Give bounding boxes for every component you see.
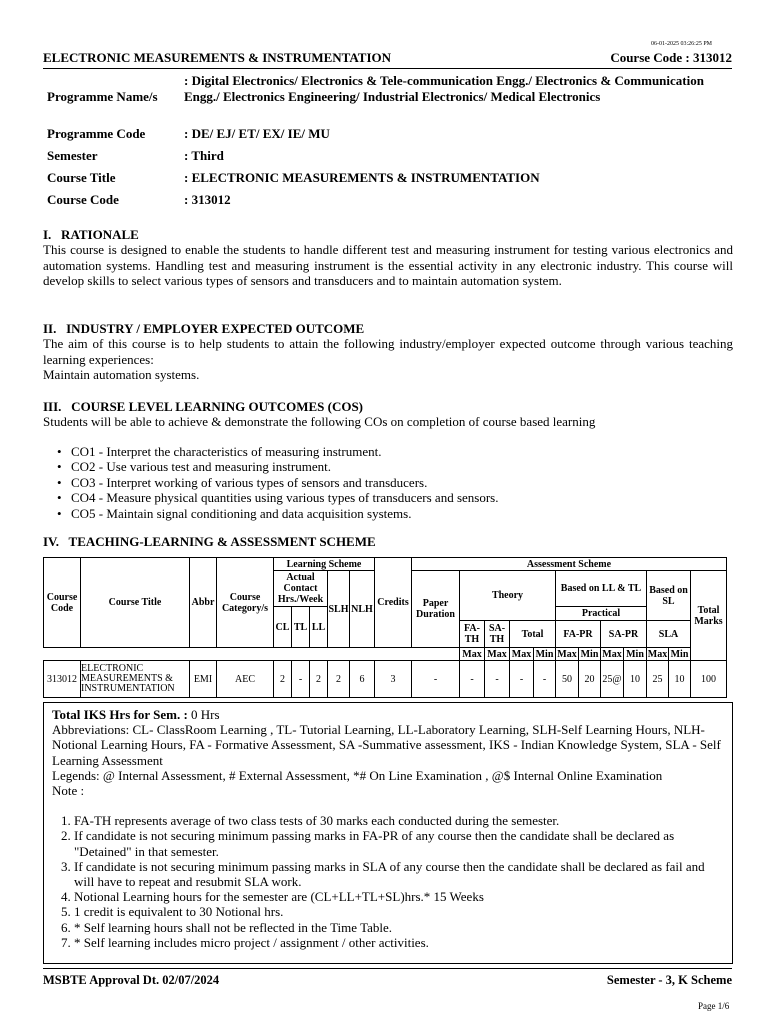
co-item: • CO4 - Measure physical quantities using various types of transducers and sensors. — [55, 490, 498, 505]
cell-credits: 3 — [375, 661, 412, 698]
cell-ll: 2 — [310, 661, 328, 698]
notes-list — [52, 813, 724, 950]
header-course-code: Course Code : 313012 — [610, 50, 732, 65]
spacer-cell — [44, 648, 460, 661]
th-slh: SLH — [328, 571, 350, 648]
cell-slh: 2 — [328, 661, 350, 698]
th-min: Min — [534, 648, 556, 661]
print-timestamp: 06-01-2025 03:26:25 PM — [651, 41, 713, 47]
rationale-heading: I. RATIONALE — [43, 227, 139, 242]
th-fa-pr: FA-PR — [556, 621, 601, 648]
co-item: • CO1 - Interpret the characteristics of measuring instrument. — [55, 444, 498, 459]
cell-total-marks: 100 — [691, 661, 727, 698]
page-header — [43, 50, 732, 69]
cell-paper: - — [412, 661, 460, 698]
cell-total-min: - — [534, 661, 556, 698]
th-max: Max — [647, 648, 668, 660]
note-item: 7. * Self learning includes micro project / assignment / other activities. — [74, 935, 724, 950]
th-min: Min — [669, 648, 691, 661]
cell-sla-min: 10 — [669, 661, 691, 698]
industry-text: The aim of this course is to help students to attain the following industry/employer expected outcome through various teaching learning experiences: — [43, 336, 733, 367]
note-item: 6. * Self learning hours shall not be reflected in the Time Table. — [74, 920, 724, 935]
th-abbr: Abbr — [190, 558, 217, 648]
th-theory: Theory — [460, 571, 556, 621]
co-item: • CO5 - Maintain signal conditioning and data acquisition systems. — [55, 506, 498, 521]
programme-code-value: : DE/ EJ/ ET/ EX/ IE/ MU — [184, 126, 330, 141]
th-max: Max — [510, 648, 534, 661]
scheme-heading: IV. TEACHING-LEARNING & ASSESSMENT SCHEME — [43, 534, 376, 549]
th-fa-th: FA-TH — [460, 621, 485, 648]
header-title: ELECTRONIC MEASUREMENTS & INSTRUMENTATION — [43, 50, 392, 65]
th-category: Course Category/s — [217, 558, 274, 648]
course-title-value: : ELECTRONIC MEASUREMENTS & INSTRUMENTATION — [184, 170, 540, 185]
page-footer — [43, 968, 732, 988]
industry-heading: II. INDUSTRY / EMPLOYER EXPECTED OUTCOME — [43, 321, 365, 336]
cell-fapr-max: 50 — [556, 661, 579, 698]
cell-sapr-min: 10 — [624, 661, 647, 698]
th-max: Max — [602, 648, 622, 660]
note-item: 4. Notional Learning hours for the semester are (CL+LL+TL+SL)hrs.* 15 Weeks — [74, 889, 724, 904]
course-title-label: Course Title — [47, 170, 116, 185]
th-cl: CL — [274, 607, 292, 648]
rationale-text: This course is designed to enable the students to handle different test and measuring instrument for testing various electronics and automation systems. Handling test and measuring instrument is the essential activity in any electronic industry. This course will develop skills to select various types of sensors and transducers and to maintain automation system. — [43, 242, 733, 289]
abbreviations: Abbreviations: CL- ClassRoom Learning , TL- Tutorial Learning, LL-Laboratory Learning, SLH-Self Learning Hours, NLH-Notional Learning Hours, FA - Formative Assessment, SA -Summative assessment, IKS - Indian Knowledge System, SLA - Self Learning Assessment — [52, 722, 721, 768]
th-practical: Practical — [556, 607, 647, 621]
th-min: Min — [579, 648, 601, 661]
course-code-label: Course Code — [47, 192, 119, 207]
th-sla: SLA — [647, 621, 691, 648]
th-sa-th: SA-TH — [485, 621, 510, 648]
th-based-ll-tl: Based on LL & TL — [556, 571, 647, 607]
programme-name-label: Programme Name/s — [47, 89, 158, 104]
outcomes-intro: Students will be able to achieve & demonstrate the following COs on completion of course based learning — [43, 414, 596, 429]
semester-label: Semester — [47, 148, 98, 163]
cell-code: 313012 — [44, 661, 81, 698]
cell-fath-max: - — [460, 661, 485, 698]
th-nlh: NLH — [350, 571, 375, 648]
semester-value: : Third — [184, 148, 224, 163]
th-course-title: Course Title — [81, 558, 190, 648]
cell-tl: - — [292, 661, 310, 698]
page-number: Page 1/6 — [698, 1001, 730, 1011]
notes-box — [43, 702, 733, 964]
th-based-sl: Based on SL — [647, 571, 691, 621]
note-label: Note : — [52, 783, 85, 799]
outcomes-heading: III. COURSE LEVEL LEARNING OUTCOMES (COS) — [43, 399, 364, 414]
footer-approval: MSBTE Approval Dt. 02/07/2024 — [43, 973, 220, 987]
th-sa-pr: SA-PR — [601, 621, 647, 648]
table-row — [44, 661, 734, 698]
cell-sapr-max: 25@ — [601, 661, 624, 698]
th-paper-duration: Paper Duration — [412, 571, 460, 648]
th-max: Max — [460, 648, 485, 661]
footer-semester: Semester - 3, K Scheme — [606, 973, 732, 987]
th-max: Max — [485, 648, 510, 661]
course-code-value: : 313012 — [184, 192, 231, 207]
cell-nlh: 6 — [350, 661, 375, 698]
co-item: • CO3 - Interpret working of various types of sensors and transducers. — [55, 475, 498, 490]
programme-name-value: : Digital Electronics/ Electronics & Tele-communication Engg./ Electronics & Communication Engg./ Electronics Engineering/ Industrial Electronics/ Medical Electronics — [184, 73, 704, 104]
legends: Legends: @ Internal Assessment, # External Assessment, *# On Line Examination , @$ Internal Online Examination — [52, 767, 663, 783]
assessment-scheme-table — [43, 557, 733, 698]
th-ll: LL — [310, 607, 328, 648]
industry-outcome: Maintain automation systems. — [43, 367, 200, 382]
th-min: Min — [624, 648, 647, 661]
th-total-marks: Total Marks — [691, 571, 727, 661]
co-list — [55, 444, 498, 521]
th-learning-scheme: Learning Scheme — [274, 558, 375, 571]
cell-sath-max: - — [485, 661, 510, 698]
programme-code-label: Programme Code — [47, 126, 146, 141]
note-item: 1. FA-TH represents average of two class tests of 30 marks each conducted during the semester. — [74, 813, 724, 828]
cell-abbr: EMI — [190, 661, 217, 698]
th-course-code: Course Code — [44, 558, 81, 648]
cell-category: AEC — [217, 661, 274, 698]
note-item: 5. 1 credit is equivalent to 30 Notional hrs. — [74, 904, 724, 919]
iks-line — [52, 707, 724, 722]
iks-label: Total IKS Hrs for Sem. : — [52, 707, 188, 722]
cell-total-max: - — [510, 661, 534, 698]
cell-fapr-min: 20 — [579, 661, 601, 698]
th-total: Total — [510, 621, 556, 648]
th-actual-contact: Actual Contact Hrs./Week — [274, 571, 328, 607]
spacer-cell — [727, 648, 734, 661]
note-item: 2. If candidate is not securing minimum passing marks in FA-PR of any course then the candidate shall be declared as "Detained" in that semester. — [74, 828, 724, 858]
cell-cl: 2 — [274, 661, 292, 698]
iks-value: 0 Hrs — [187, 707, 220, 722]
cell-title: ELECTRONIC MEASUREMENTS & INSTRUMENTATION — [81, 661, 190, 698]
note-item: 3. If candidate is not securing minimum passing marks in SLA of any course then the candidate shall be declared as fail and will have to repeat and resubmit SLA work. — [74, 859, 724, 889]
cell-sla-max: 25 — [647, 661, 669, 698]
th-credits: Credits — [375, 558, 412, 648]
th-max: Max — [557, 648, 577, 660]
co-item: • CO2 - Use various test and measuring instrument. — [55, 459, 498, 474]
th-tl: TL — [292, 607, 310, 648]
th-assessment-scheme: Assessment Scheme — [412, 558, 727, 571]
